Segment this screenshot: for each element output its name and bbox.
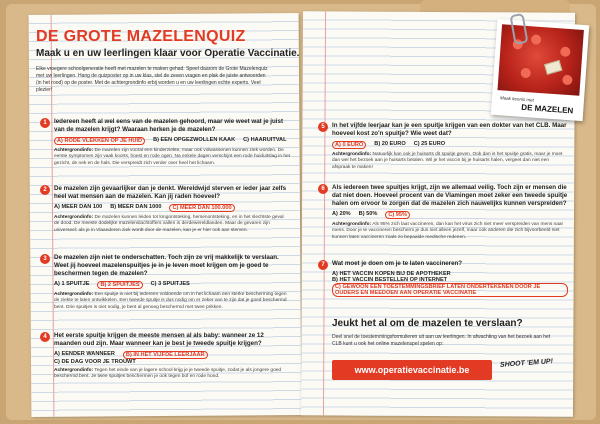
question-4 xyxy=(43,332,290,381)
answer-c-correct: C) MEER DAN 100.000 xyxy=(169,204,234,212)
info-label: Achtergrondinfo: xyxy=(54,215,94,220)
info-label: Achtergrondinfo: xyxy=(332,222,372,227)
info-label: Achtergrondinfo: xyxy=(54,368,94,373)
background-info xyxy=(54,215,290,234)
background-info xyxy=(54,148,290,167)
question-number: 2 xyxy=(40,185,50,195)
question-number: 4 xyxy=(40,332,50,342)
measles-bump-icon xyxy=(531,34,542,45)
answer-c-correct: C) 95% xyxy=(385,211,410,219)
answer-a: A) 1 SPUITJE xyxy=(54,281,90,287)
question-text: Wat moet je doen om je te laten vaccineren? xyxy=(332,260,463,267)
info-text: Als 95% zich laat vaccineren, dan kan het virus zich niet meer verspreiden van mens naar mens. Door je te vaccineren bescherm je dus niet alleen jezelf, maar ook anderen die zich bijvoorbeeld niet kunnen laten vaccineren zoals zo bepaalde medische redenen. xyxy=(332,222,564,240)
answer-b: B) 20 EURO xyxy=(374,141,406,147)
closing-heading: Jeukt het al om de mazelen te verslaan? xyxy=(332,318,523,329)
polaroid-caption: DE MAZELEN xyxy=(521,102,574,116)
answer-b-correct: B) IN HET VIJFDE LEERJAAR xyxy=(123,351,208,359)
background-info xyxy=(54,292,290,311)
answer-a: A) MEER DAN 100 xyxy=(54,204,103,210)
answer-b: B) EEN OPGEZWOLLEN KAAK xyxy=(153,137,236,143)
answers xyxy=(332,141,568,149)
question-number: 3 xyxy=(40,254,50,264)
polaroid-caption-small: Maak kennis met xyxy=(499,95,535,103)
question-6 xyxy=(321,184,568,241)
measles-photo xyxy=(497,24,583,96)
background-info xyxy=(332,222,568,241)
info-label: Achtergrondinfo: xyxy=(54,292,94,297)
closing-body: Deel snel de toestemmingsformulieren uit aan uw leerlingen. In afwachting van het bezoek aan het CLB kunt u ook het online mazelenspel spelen op: xyxy=(332,334,551,347)
answer-a: A) EENDER WANNEER xyxy=(54,351,115,357)
question-text: Het eerste spuitje krijgen de meeste mensen al als baby: wanneer ze 12 maanden oud zijn. Maar wanneer kan je best je tweede spuitje krijgen? xyxy=(54,332,264,347)
measles-bump-icon xyxy=(520,68,531,79)
info-text: Tegen het einde van je lagere school krijg je je tweede spuitje, zodat je als jongere goed beschermd bent. Je twee spuitjes beschermen je ook tegen bof en rode hond. xyxy=(54,368,282,380)
question-text: In het vijfde leerjaar kan je een spuitje krijgen van een dokter van het CLB. Maar hoeveel kost zo'n spuitje? Wie weet dat? xyxy=(332,122,567,137)
question-number: 5 xyxy=(318,122,328,132)
info-text: Een spuitje is niet bij iedereen voldoende om in het lichaam een sterke bescherming tegen de ziekte te laten ontwikkelen. Een tweede spuitje is dus nodig om er zeker van te zijn dat je goed beschermd bent. Drie spuitjes is niet nodig, je bent al genoeg beschermd met twee prikken. xyxy=(54,292,287,310)
answers xyxy=(332,271,568,297)
info-label: Achtergrondinfo: xyxy=(332,152,372,157)
info-label: Achtergrondinfo: xyxy=(54,148,94,153)
website-link[interactable]: www.operatievaccinatie.be xyxy=(332,360,492,380)
answers xyxy=(54,137,290,145)
question-text: Als iedereen twee spuitjes krijgt, zijn we allemaal veilig. Toch zijn er mensen die dat niet doen. Hoeveel procent van de Vlamingen moet zeker een tweede spuitje halen om ervoor te zorgen dat de mazelen zich nauwelijks kunnen verspreiden? xyxy=(332,184,568,207)
answer-a-correct: A) 0 EURO xyxy=(332,141,366,149)
answer-c-correct: C) GEWOON EEN TOESTEMMINGSBRIEF LATEN ONDERTEKENEN DOOR JE OUDERS EN MEEDOEN AAN OPERATIE VACCINATIE xyxy=(332,283,568,297)
answer-b: B) HET VACCIN BESTELLEN OP INTERNET xyxy=(332,277,448,283)
question-7 xyxy=(321,260,568,297)
question-3 xyxy=(43,254,290,311)
answer-c: C) 25 EURO xyxy=(413,141,446,147)
measles-bump-icon xyxy=(560,46,571,57)
question-number: 7 xyxy=(318,260,328,270)
answer-b: B) 50% xyxy=(358,211,378,217)
page-subtitle: Maak u en uw leerlingen klaar voor Operatie Vaccinatie. xyxy=(36,48,300,59)
answers xyxy=(332,211,568,219)
polaroid-photo xyxy=(491,19,589,121)
answer-b: B) MEER DAN 1000 xyxy=(110,204,162,210)
answer-c: C) DE DAG VOOR JE TROUWT xyxy=(54,359,136,365)
question-text: De mazelen zijn niet te onderschatten. Toch zijn ze vrij makkelijk te verslaan. Weet jij hoeveel mazelenspuitjes je in je leven moet krijgen om je goed te beschermen tegen de mazelen? xyxy=(54,254,279,277)
question-5 xyxy=(321,122,568,171)
answer-b-correct: B) 2 SPUITJES xyxy=(97,281,142,289)
info-text: De mazelen zijn vooral een kinderziekte, maar ook volwassenen kunnen ziek worden. De eerste symptomen zijn vaak koorts, hoest en rode ogen. Na enkele dagen verschijnt een rode huiduitslag in het gezicht, de nek en de hals. Die verspreidt zich verder over heel het lichaam. xyxy=(54,148,290,166)
question-text: Iedereen heeft al wel eens van de mazelen gehoord, maar wie weet wat je juist van de mazelen krijgt? Waaraan herken je de mazelen? xyxy=(54,118,284,133)
background-info xyxy=(332,152,568,171)
margin-line xyxy=(323,11,326,415)
answer-a: A) 20% xyxy=(332,211,351,217)
answers xyxy=(54,204,290,212)
question-number: 6 xyxy=(318,184,328,194)
page-title: DE GROTE MAZELENQUIZ xyxy=(36,28,246,45)
answer-a-correct: A) RODE VLEKKEN OP JE HUID xyxy=(54,137,145,145)
answer-c: C) 3 SPUITJES xyxy=(150,281,190,287)
info-text: De mazelen kunnen leiden tot longontsteking, hersenontsteking, en in het slechtste geval de dood. De meeste dodelijke mazelenslachtoffers vallen in derdewereldlanden. Maar de gevaren zijn universeel: als je in Vlaanderen ziek wordt door de mazelen, kan je er hier ook aan sterven. xyxy=(54,215,284,233)
answers xyxy=(54,351,290,365)
measles-bump-icon xyxy=(562,75,573,86)
answer-a: A) HET VACCIN KOPEN BIJ DE APOTHEKER xyxy=(332,271,451,277)
shoot-em-up-text: SHOOT 'EM UP! xyxy=(499,358,554,369)
question-1 xyxy=(43,118,290,167)
question-text: De mazelen zijn gevaarlijker dan je denkt. Wereldwijd sterven er ieder jaar zelfs heel wat mensen aan de mazelen. Kan jij raden hoeveel? xyxy=(54,185,287,200)
question-number: 1 xyxy=(40,118,50,128)
intro-text: Elke vroegere schoolgeneratie heeft met mazelen te maken gehad. Speel daarom de Grote Mazelenquiz met uw leerlingen. Hang de quizposter op in uw klas, stel de zeven vragen en plak de juiste antwoorden (in het rood) op de poster. Met de achtergrondinfo erbij worden u en uw leerlingen echte experts. Veel plezier! xyxy=(36,66,268,93)
answer-c: C) HAARUITVAL xyxy=(243,137,287,143)
background-info xyxy=(54,368,290,381)
question-2 xyxy=(43,185,290,234)
info-text: Natuurlijk kan ook je huisarts dit spuitje geven. Ook dan is het spuitje gratis, maar je moet dan wel het bezoek aan je huisarts betalen. Wil je het vaccin bij je huisarts halen, vergeet dan niet een afspraak te maken! xyxy=(332,152,563,170)
plaster-icon xyxy=(544,60,562,75)
answers xyxy=(54,281,290,289)
